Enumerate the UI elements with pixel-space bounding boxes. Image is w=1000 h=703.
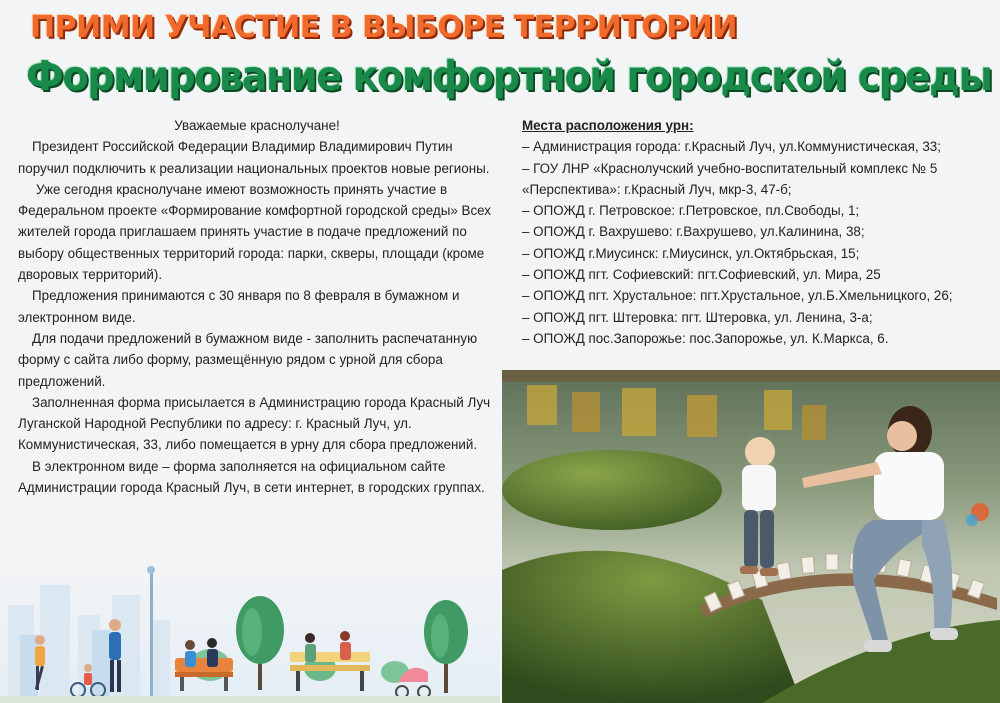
paragraph: Заполненная форма присылается в Администрацию города Красный Луч Луганской Народной Республики по адресу: г. Красный Луч, ул. Коммунистическая, 33, либо помещается в урну для сбора предложений. <box>18 394 491 453</box>
urn-locations <box>522 115 992 349</box>
poster-headline: ПРИМИ УЧАСТИЕ В ВЫБОРЕ ТЕРРИТОРИИ <box>30 10 737 45</box>
list-item: – ОПОЖД г. Петровское: г.Петровское, пл.Свободы, 1; <box>522 203 860 219</box>
list-item: – ОПОЖД пгт. Хрустальное: пгт.Хрустальное, ул.Б.Хмельницкого, 26; <box>522 288 953 304</box>
list-item: – ОПОЖД пгт. Софиевский: пгт.Софиевский, ул. Мира, 25 <box>522 267 881 283</box>
park-illustration <box>0 560 500 703</box>
paragraph: Президент Российской Федерации Владимир Владимирович Путин поручил подключить к реализации национальных проектов новые регионы. <box>18 139 490 176</box>
list-item: – Администрация города: г.Красный Луч, ул.Коммунистическая, 33; <box>522 139 941 155</box>
poster-title: Формирование комфортной городской среды <box>26 52 992 100</box>
list-item: – ГОУ ЛНР «Краснолучский учебно-воспитательный комплекс № 5 «Перспектива»: г.Красный Луч, мкр-3, 47-б; <box>522 160 938 197</box>
paragraph: Уже сегодня краснолучане имеют возможность принять участие в Федеральном проекте «Формирование комфортной городской среды» Всех жителей города приглашаем принять участие в подаче предложений по выбору общественных территорий города: парки, скверы, площади (кроме дворовых территорий). <box>18 181 491 283</box>
paragraph: В электронном виде – форма заполняется на официальном сайте Администрации города Красный Луч, в сети интернет, в городских группах. <box>18 458 485 496</box>
greeting: Уважаемые краснолучане! <box>174 118 340 133</box>
list-item: – ОПОЖД пгт. Штеровка: пгт. Штеровка, ул. Ленина, 3-а; <box>522 309 873 325</box>
appeal-text <box>18 115 496 498</box>
urn-locations-heading: Места расположения урн: <box>522 118 694 133</box>
paragraph: Для подачи предложений в бумажном виде - заполнить распечатанную форму с сайта либо форму, размещённую рядом с урной для сбора предложений. <box>18 330 478 389</box>
paragraph: Предложения принимаются с 30 января по 8 февраля в бумажном и электронном виде. <box>18 288 460 325</box>
list-item: – ОПОЖД пос.Запорожье: пос.Запорожье, ул. К.Маркса, 6. <box>522 330 889 346</box>
list-item: – ОПОЖД г. Вахрушево: г.Вахрушево, ул.Калинина, 38; <box>522 224 865 240</box>
list-item: – ОПОЖД г.Миусинск: г.Миусинск, ул.Октябрьская, 15; <box>522 245 860 261</box>
lamp-post <box>150 568 153 696</box>
urn-locations-list <box>522 136 992 349</box>
park-photo <box>502 370 1000 703</box>
